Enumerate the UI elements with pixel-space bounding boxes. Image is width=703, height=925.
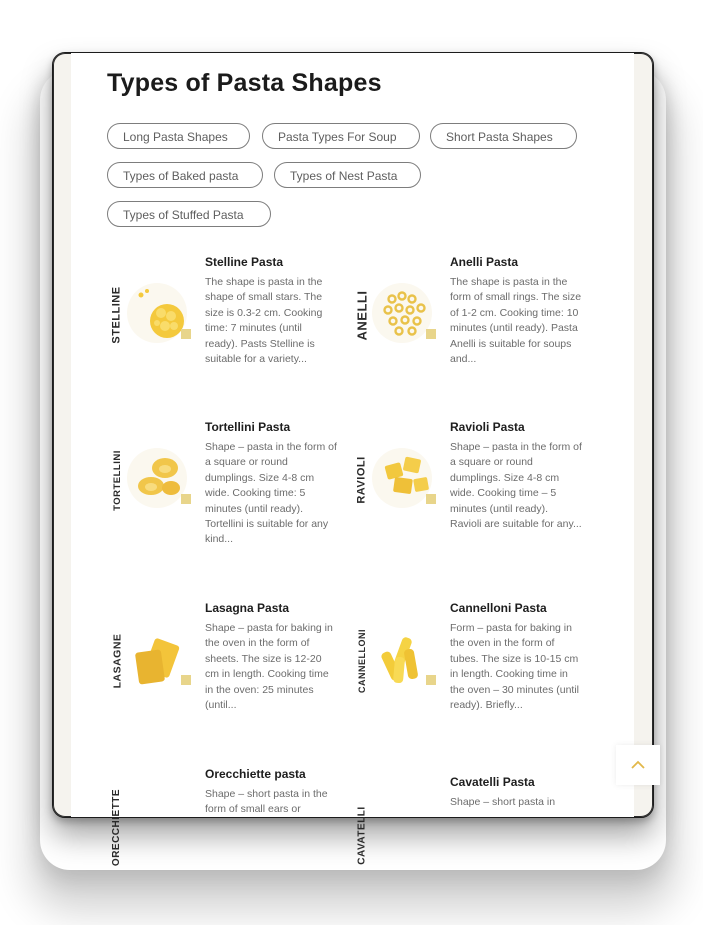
pasta-vertical-label: STELLINE xyxy=(111,286,124,344)
pasta-image xyxy=(372,283,432,343)
pasta-name[interactable]: Stelline Pasta xyxy=(205,255,284,269)
pasta-image xyxy=(127,448,187,508)
pasta-vertical-label: CAVATELLI xyxy=(356,805,368,865)
pasta-card-tortellini[interactable] xyxy=(107,420,347,570)
brand-logo xyxy=(181,329,191,339)
pasta-card-ravioli[interactable] xyxy=(352,420,592,570)
pasta-name[interactable]: Orecchiette pasta xyxy=(205,767,306,781)
pasta-name[interactable]: Cavatelli Pasta xyxy=(450,775,535,789)
pasta-vertical-label: ORECCHIETTE xyxy=(111,788,123,866)
pasta-description: Shape – short pasta in the form of small ears or xyxy=(205,788,328,816)
brand-logo xyxy=(181,494,191,504)
brand-logo xyxy=(426,675,436,685)
pasta-vertical-label: LASAGNE xyxy=(111,633,123,689)
pasta-description: Shape – short pasta in xyxy=(450,796,556,808)
tag-types-of-stuffed-pasta[interactable]: Types of Stuffed Pasta xyxy=(107,201,271,227)
pasta-name[interactable]: Lasagna Pasta xyxy=(205,601,290,615)
pasta-card-stelline[interactable] xyxy=(107,255,347,405)
pasta-vertical-label: ANELLI xyxy=(354,290,370,340)
brand-logo xyxy=(426,329,436,339)
pasta-vertical-label: TORTELLINI xyxy=(111,449,123,511)
pasta-image xyxy=(372,448,432,508)
pasta-description: The shape is pasta in the shape of small stars. The size is 0.3-2 cm. Cooking time: 7 minutes (until ready). Pasts Stelline is suitable for a variety... xyxy=(205,276,323,366)
pasta-card-cavatelli[interactable] xyxy=(352,775,592,925)
tag-short-pasta-shapes[interactable]: Short Pasta Shapes xyxy=(430,123,577,149)
pasta-name[interactable]: Anelli Pasta xyxy=(450,255,519,269)
brand-logo xyxy=(181,675,191,685)
page-content[interactable] xyxy=(71,53,634,866)
pasta-image xyxy=(372,629,432,689)
page-title: Types of Pasta Shapes xyxy=(107,69,382,97)
pasta-image xyxy=(127,283,187,343)
pasta-description: The shape is pasta in the form of small rings. The size of 1-2 cm. Cooking time: 10 minutes (until ready). Pasta Anelli is suitable for soups and... xyxy=(450,276,582,366)
pasta-name[interactable]: Cannelloni Pasta xyxy=(450,601,547,615)
pasta-name[interactable]: Tortellini Pasta xyxy=(205,420,291,434)
pasta-image xyxy=(127,629,187,689)
chevron-up-icon xyxy=(630,760,646,770)
tag-types-of-baked-pasta[interactable]: Types of Baked pasta xyxy=(107,162,263,188)
pasta-vertical-label: RAVIOLI xyxy=(356,456,369,504)
pasta-description: Shape – pasta in the form of a square or round dumplings. Size 4-8 cm wide. Cooking time – 5 minutes (until ready). Ravioli are suitable for any... xyxy=(450,441,582,531)
pasta-vertical-label: CANNELLONI xyxy=(357,629,367,693)
pasta-description: Shape – pasta for baking in the oven in the form of sheets. The size is 12-20 cm in length. Cooking time in the oven: 25 minutes (until... xyxy=(205,622,333,712)
pasta-description: Shape – pasta in the form of a square or round dumplings. Size 4-8 cm wide. Cooking time: 5 minutes (until ready). Tortellini is suitable for any kind... xyxy=(205,441,337,546)
tag-types-of-nest-pasta[interactable]: Types of Nest Pasta xyxy=(274,162,421,188)
device-frame xyxy=(52,52,654,866)
tag-pasta-types-for-soup[interactable]: Pasta Types For Soup xyxy=(262,123,420,149)
tag-long-pasta-shapes[interactable]: Long Pasta Shapes xyxy=(107,123,250,149)
pasta-card-lasagna[interactable] xyxy=(107,601,347,751)
pasta-card-anelli[interactable] xyxy=(352,255,592,405)
pasta-card-cannelloni[interactable] xyxy=(352,601,592,751)
brand-logo xyxy=(426,494,436,504)
pasta-description: Form – pasta for baking in the oven in the form of tubes. The size is 10-15 cm in length. Cooking time in the oven – 30 minutes (until ready). Briefly... xyxy=(450,622,579,712)
pasta-name[interactable]: Ravioli Pasta xyxy=(450,420,525,434)
pasta-card-orecchiette[interactable] xyxy=(107,767,347,917)
scroll-to-top-button[interactable] xyxy=(616,745,660,785)
